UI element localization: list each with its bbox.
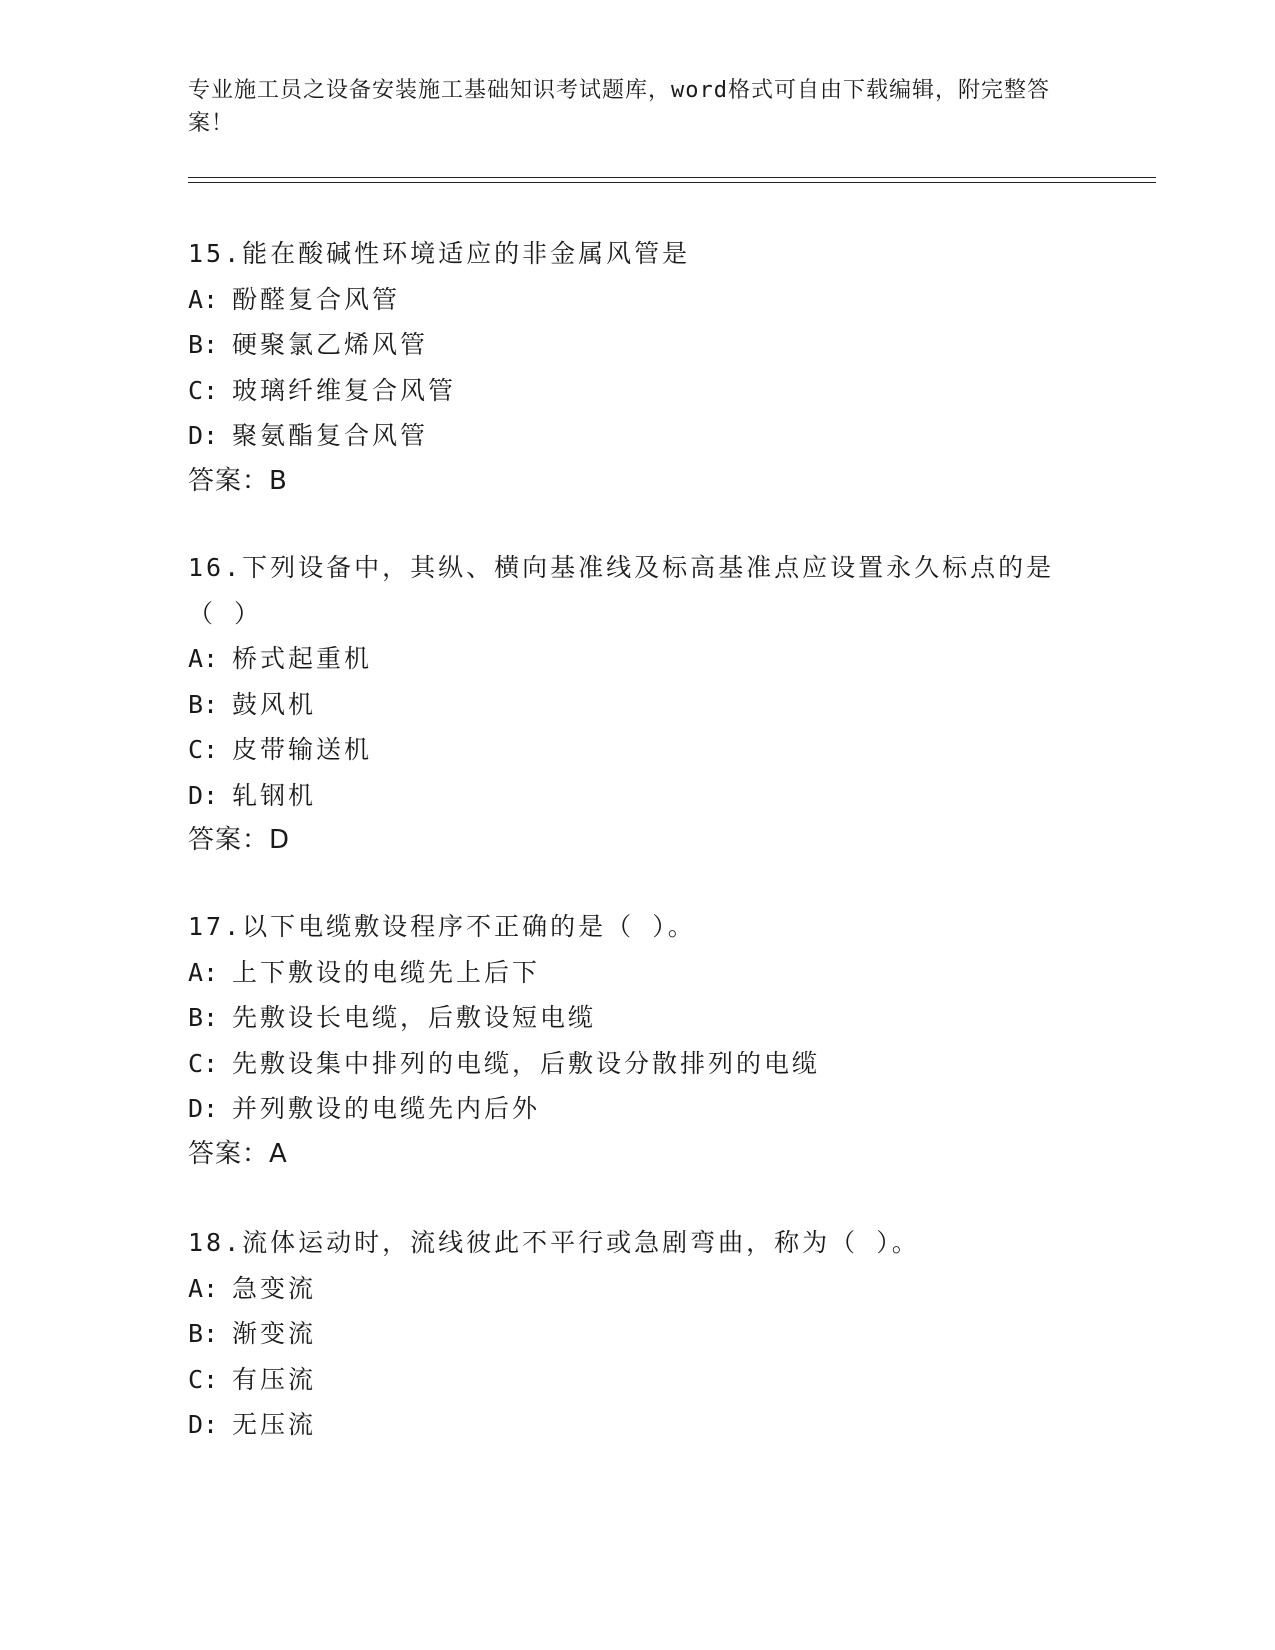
- option-a: [188, 950, 1088, 996]
- question-stem: 18.流体运动时，流线彼此不平行或急剧弯曲，称为（ ）。: [188, 1228, 920, 1257]
- option-d: [188, 773, 1088, 819]
- option-letter: A:: [188, 284, 219, 314]
- option-c: [188, 727, 1088, 773]
- option-letter: B:: [188, 1319, 219, 1348]
- option-letter: D:: [188, 780, 219, 810]
- header-divider-top: [188, 177, 1156, 178]
- option-b: [188, 322, 1088, 368]
- question-18: [188, 1220, 1088, 1448]
- option-a: [188, 1266, 1088, 1312]
- option-text: 皮带输送机: [232, 735, 373, 764]
- question-stem: 16.下列设备中，其纵、横向基准线及标高基准点应设置永久标点的是: [188, 553, 1055, 582]
- option-c: [188, 1357, 1088, 1403]
- document-header-title: 专业施工员之设备安装施工基础知识考试题库，word格式可自由下载编辑，附完整答案！: [188, 78, 1050, 136]
- answer-line: 答案：A: [188, 1138, 288, 1169]
- option-text: 玻璃纤维复合风管: [232, 375, 457, 405]
- option-b: [188, 1311, 1088, 1357]
- option-d: [188, 1402, 1088, 1448]
- option-text: 轧钢机: [232, 780, 317, 810]
- option-letter: A:: [188, 957, 219, 987]
- option-text: 先敷设长电缆，后敷设短电缆: [232, 1003, 597, 1032]
- option-c: [188, 1041, 1088, 1087]
- option-letter: C:: [188, 375, 219, 405]
- option-text: 无压流: [232, 1410, 317, 1439]
- option-text: 酚醛复合风管: [232, 284, 401, 314]
- option-c: [188, 368, 1088, 414]
- option-text: 鼓风机: [232, 689, 317, 719]
- question-15: [188, 231, 1088, 504]
- option-b: [188, 995, 1088, 1041]
- option-letter: D:: [188, 1410, 219, 1439]
- option-letter: C:: [188, 1048, 219, 1078]
- question-16: [188, 545, 1088, 864]
- option-text: 有压流: [232, 1364, 317, 1394]
- option-text: 硬聚氯乙烯风管: [232, 330, 429, 359]
- answer-line: 答案：B: [188, 465, 288, 496]
- option-text: 并列敷设的电缆先内后外: [232, 1094, 541, 1123]
- option-text: 先敷设集中排列的电缆，后敷设分散排列的电缆: [232, 1048, 821, 1078]
- option-text: 聚氨酯复合风管: [232, 421, 429, 450]
- option-letter: C:: [188, 1364, 219, 1394]
- option-letter: D:: [188, 1094, 219, 1123]
- option-a: [188, 636, 1088, 682]
- option-d: [188, 1086, 1088, 1132]
- question-stem: 15.能在酸碱性环境适应的非金属风管是: [188, 239, 691, 268]
- option-text: 桥式起重机: [232, 644, 373, 673]
- option-text: 急变流: [232, 1273, 317, 1303]
- option-letter: B:: [188, 689, 219, 719]
- option-letter: A:: [188, 1273, 219, 1303]
- question-stem: 17.以下电缆敷设程序不正确的是（ ）。: [188, 912, 696, 941]
- option-letter: B:: [188, 1003, 219, 1032]
- option-d: [188, 413, 1088, 459]
- question-17: [188, 904, 1088, 1177]
- option-letter: C:: [188, 735, 219, 764]
- option-b: [188, 682, 1088, 728]
- question-stem-continuation: （ ）: [188, 598, 263, 628]
- answer-line: 答案：D: [188, 825, 291, 855]
- option-letter: D:: [188, 421, 219, 450]
- option-a: [188, 277, 1088, 323]
- option-text: 上下敷设的电缆先上后下: [232, 957, 541, 987]
- header-divider-bottom: [188, 182, 1156, 183]
- option-text: 渐变流: [232, 1319, 317, 1348]
- option-letter: B:: [188, 330, 219, 359]
- option-letter: A:: [188, 644, 219, 673]
